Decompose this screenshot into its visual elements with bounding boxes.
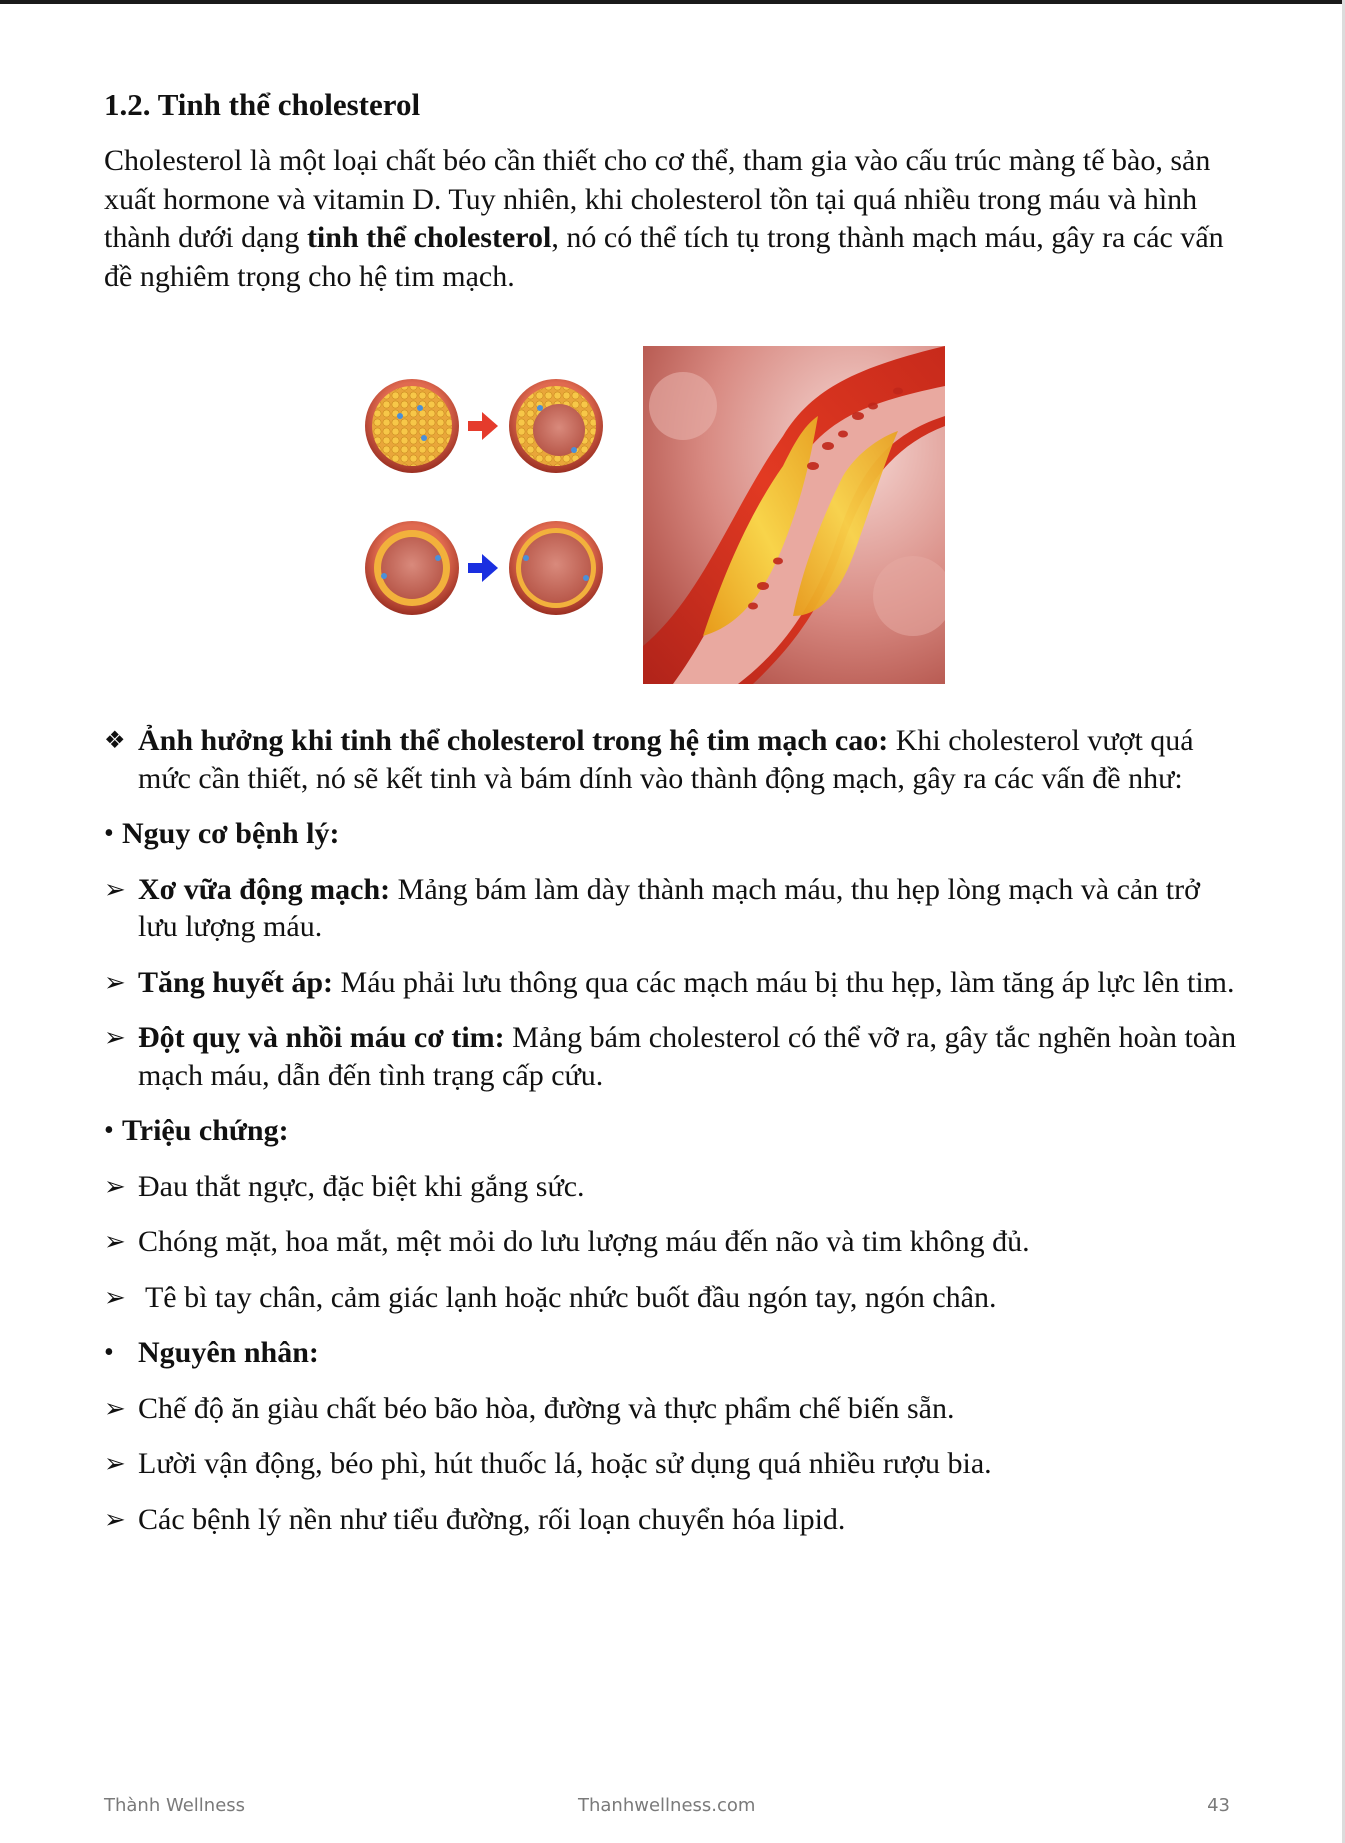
intro-bold-term: tinh thể cholesterol (306, 221, 552, 254)
document-page (104, 80, 1239, 1556)
intro-text-2: , nó có thể tích tụ trong thành mạch máu, gây ra các vấn đề nghiêm trọng cho hệ tim mạch. (104, 221, 1224, 293)
symptom-item: ➢ Tê bì tay chân, cảm giác lạnh hoặc nhức buốt đầu ngón tay, ngón chân. (104, 1279, 1239, 1317)
partially-clogged-vessel-icon (509, 379, 603, 473)
cause-item: ➢ Các bệnh lý nền như tiểu đường, rối loạn chuyển hóa lipid. (104, 1501, 1239, 1539)
symptom-item: ➢ Chóng mặt, hoa mắt, mệt mỏi do lưu lượng máu đến não và tim không đủ. (104, 1223, 1239, 1261)
risk-item: ➢ Tăng huyết áp: Máu phải lưu thông qua các mạch máu bị thu hẹp, làm tăng áp lực lên tim. (104, 964, 1239, 1002)
impact-text: Khi cholesterol vượt quá mức cần thiết, nó sẽ kết tinh và bám dính vào thành động mạch, gây ra các vấn đề như: (138, 724, 1194, 795)
dot-bullet-icon: • (104, 1115, 114, 1146)
arrow-bullet-icon: ➢ (104, 874, 126, 904)
risk-item: ➢ Xơ vữa động mạch: Mảng bám làm dày thành mạch máu, thu hẹp lòng mạch và cản trở lưu lượng máu. (104, 872, 1200, 943)
arrow-bullet-icon: ➢ (104, 967, 126, 997)
risk-heading: • Nguy cơ bệnh lý: (104, 815, 1239, 853)
dot-bullet-icon: • (104, 818, 114, 849)
page-number: 43 (1207, 1795, 1230, 1816)
arrow-bullet-icon: ➢ (104, 1023, 126, 1052)
artery-plaque-image (643, 346, 945, 684)
clogged-vessel-icon (365, 379, 459, 473)
impact-item (104, 722, 1239, 797)
cause-heading: • Nguyên nhân: (104, 1334, 1239, 1372)
intro-paragraph (104, 142, 1239, 296)
cholesterol-illustration (104, 312, 1239, 722)
footer-brand: Thành Wellness (104, 1795, 246, 1816)
cause-item: ➢ Lười vận động, béo phì, hút thuốc lá, hoặc sử dụng quá nhiều rượu bia. (104, 1445, 1239, 1483)
intro-text-1: Cholesterol là một loại chất béo cần thiết cho cơ thể, tham gia vào cấu trúc màng tế bào, sản xuất hormone và vitamin D. Tuy nhiên, khi cholesterol tồn tại quá nhiều trong máu và hình thành dưới dạng (104, 144, 1211, 254)
footer-website: Thanhwellness.com (578, 1795, 756, 1816)
symptom-heading: • Triệu chứng: (104, 1112, 1239, 1150)
arrow-bullet-icon: ➢ (104, 1171, 126, 1201)
arrow-bullet-icon: ➢ (104, 1393, 126, 1423)
risk-item: ➢ Đột quỵ và nhồi máu cơ tim: Mảng bám cholesterol có thể vỡ ra, gây tắc nghẽn hoàn toàn mạch máu, dẫn đến tình trạng cấp cứu. (104, 1021, 1237, 1092)
page-footer (104, 1795, 1230, 1821)
dot-bullet-icon: • (104, 1337, 114, 1368)
narrow-ring-vessel-icon (365, 521, 459, 615)
healthy-vessel-icon (509, 521, 603, 615)
red-arrow-icon (468, 412, 498, 440)
top-border (0, 0, 1345, 4)
impact-bold: Ảnh hưởng khi tinh thể cholesterol trong hệ tim mạch cao: (138, 724, 889, 757)
diamond-bullet-icon: ❖ (104, 728, 126, 754)
content-list (104, 722, 1239, 1538)
blue-arrow-icon (468, 554, 498, 582)
vessel-cross-section-diagram (364, 346, 626, 646)
cause-item: ➢ Chế độ ăn giàu chất béo bão hòa, đường và thực phẩm chế biến sẵn. (104, 1390, 1239, 1428)
symptom-item: ➢ Đau thắt ngực, đặc biệt khi gắng sức. (104, 1168, 1239, 1206)
section-title: 1.2. Tinh thể cholesterol (104, 87, 421, 122)
arrow-bullet-icon: ➢ (104, 1504, 126, 1534)
arrow-bullet-icon: ➢ (104, 1449, 126, 1478)
arrow-bullet-icon: ➢ (104, 1282, 126, 1312)
arrow-bullet-icon: ➢ (104, 1227, 126, 1256)
